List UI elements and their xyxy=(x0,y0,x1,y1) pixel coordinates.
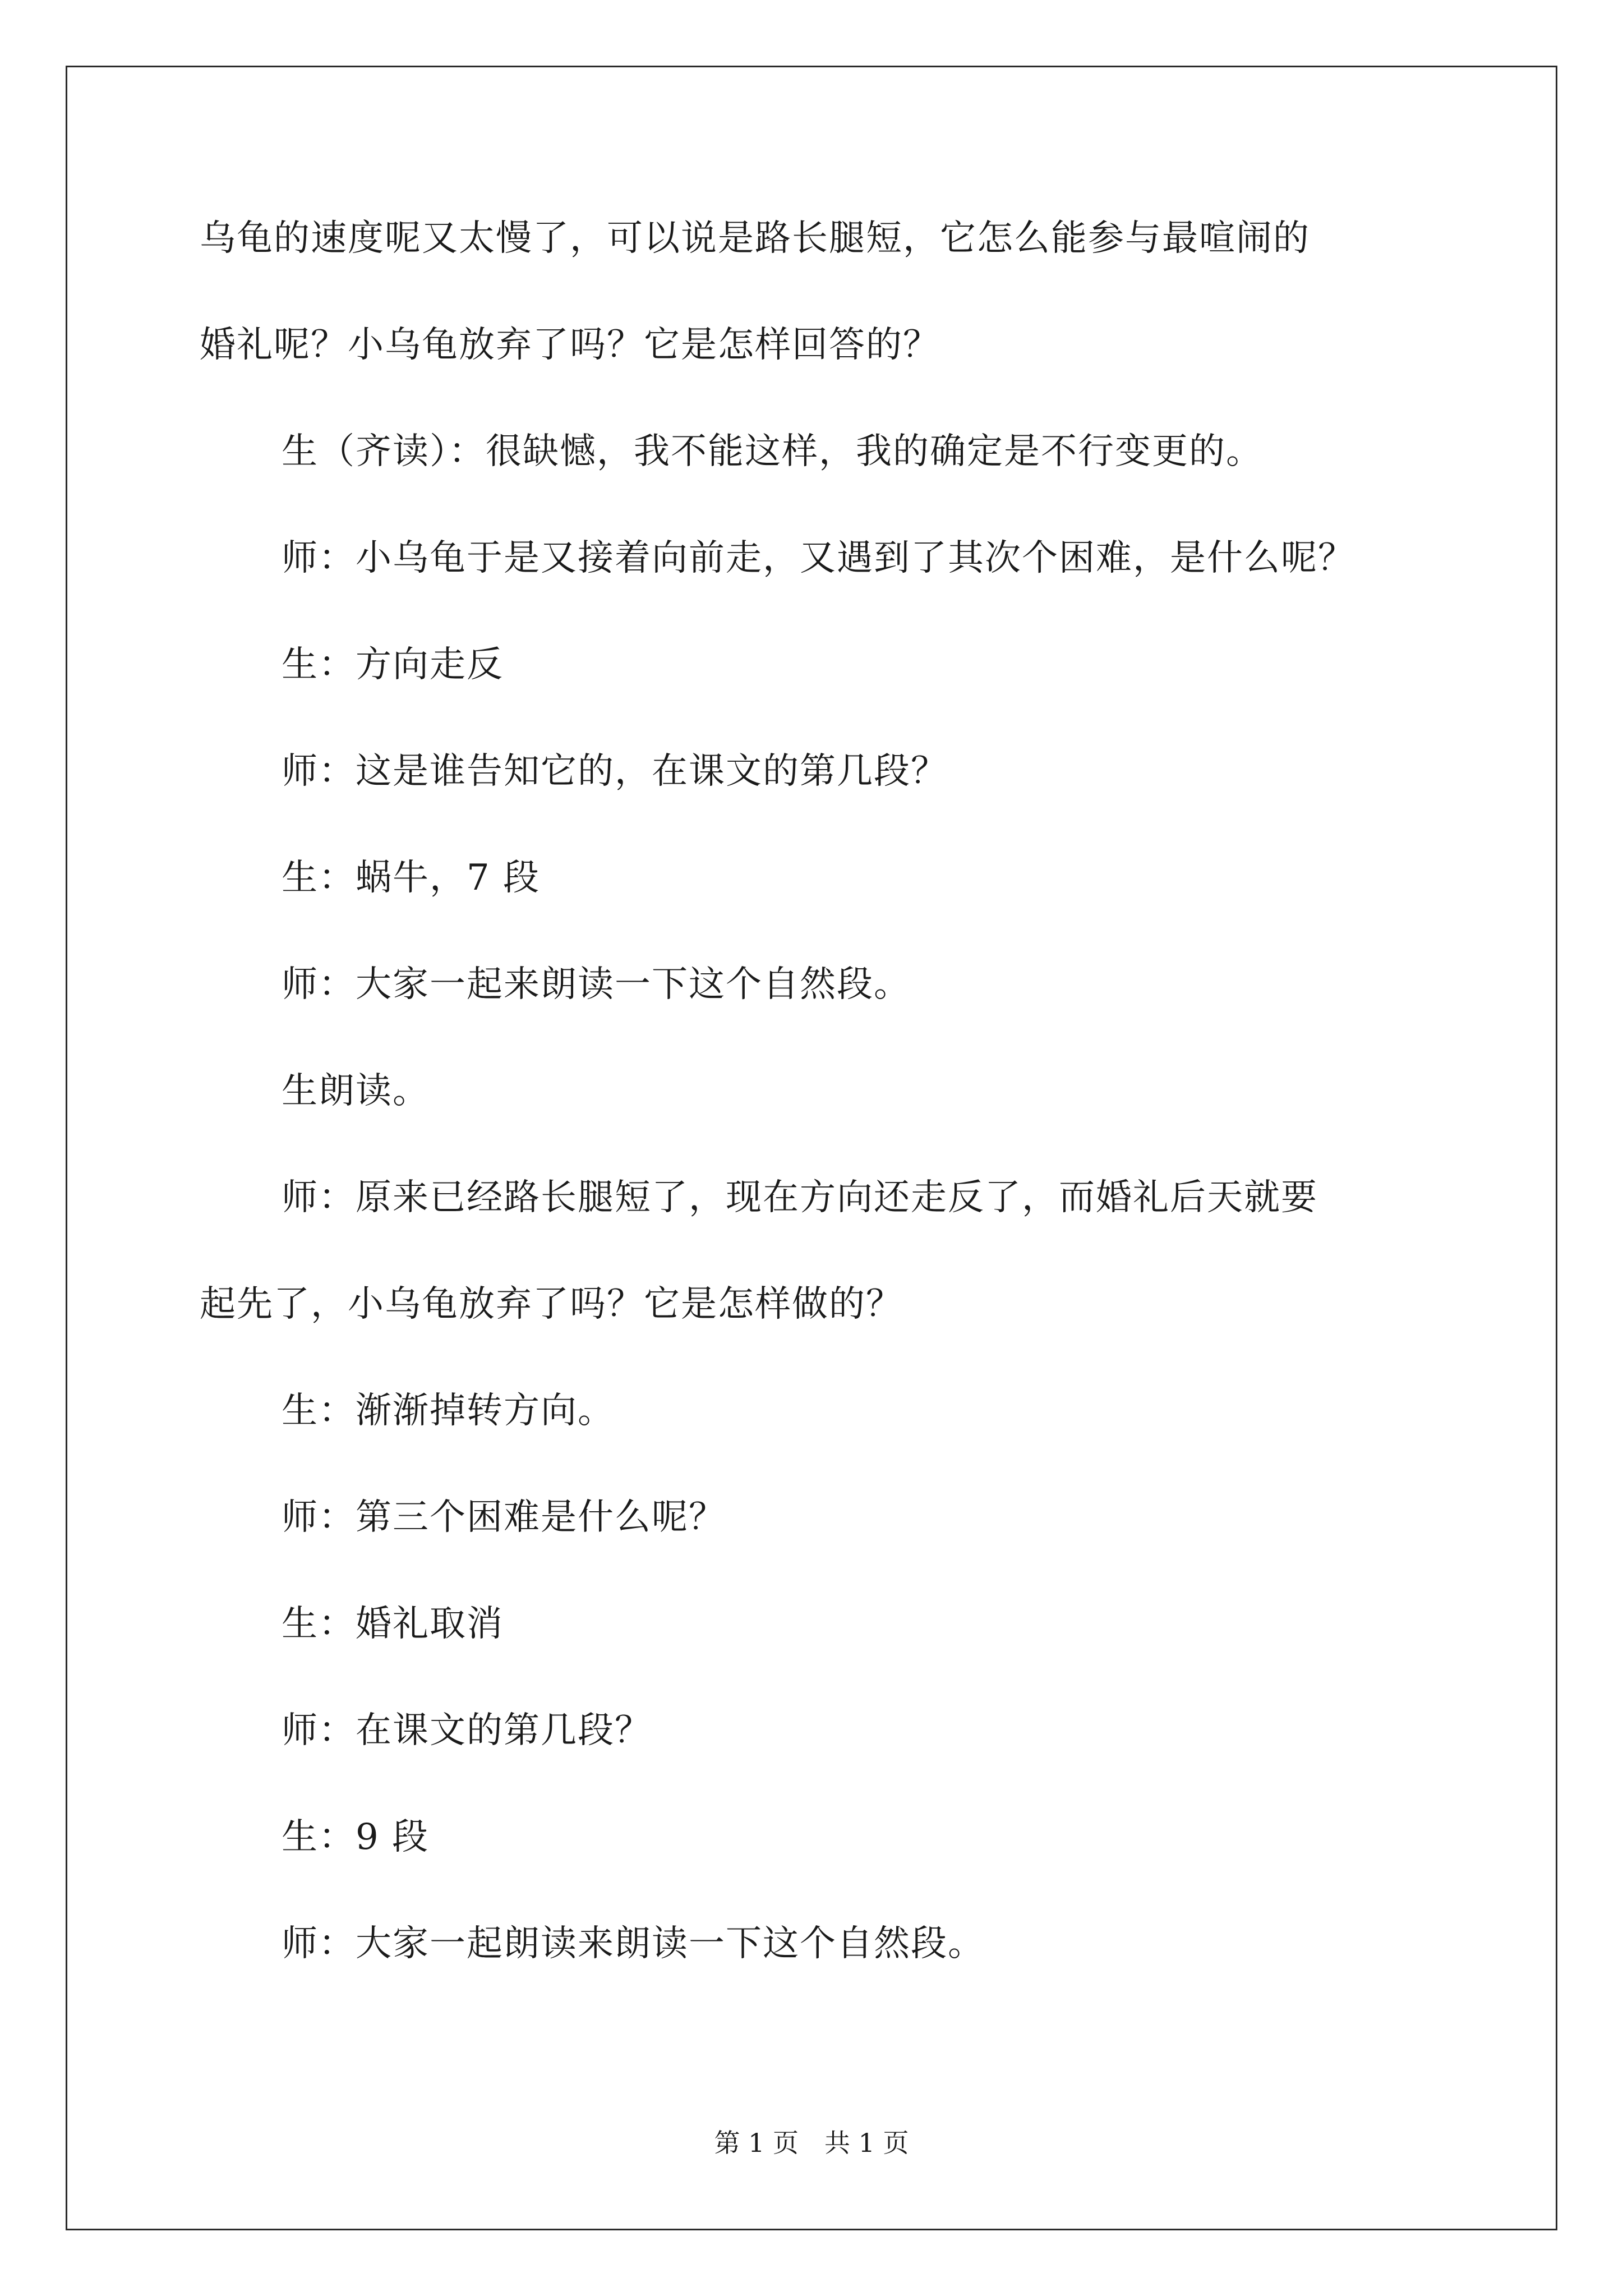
text-line: 乌龟的速度呢又太慢了，可以说是路长腿短，它怎么能参与最喧闹的 xyxy=(200,218,1310,259)
text-line: 生（齐读）：很缺憾，我不能这样，我的确定是不行变更的。 xyxy=(282,431,1263,472)
text-line: 师：大家一起来朗读一下这个自然段。 xyxy=(282,964,911,1005)
text-line: 师：小乌龟于是又接着向前走，又遇到了其次个困难，是什么呢？ xyxy=(282,537,1355,579)
text-line: 师：原来已经路长腿短了，现在方向还走反了，而婚礼后天就要 xyxy=(282,1177,1318,1218)
text-line: 师：大家一起朗读来朗读一下这个自然段。 xyxy=(282,1923,985,1964)
text-line: 师：这是谁告知它的，在课文的第几段？ xyxy=(282,751,948,792)
text-line: 生：婚礼取消 xyxy=(282,1603,504,1645)
text-line: 生朗读。 xyxy=(282,1070,430,1112)
text-line: 起先了，小乌龟放弃了吗？它是怎样做的？ xyxy=(200,1283,903,1325)
page-border xyxy=(66,66,1557,2230)
page-footer: 第 1 页 共 1 页 xyxy=(714,2128,909,2158)
text-line: 生：渐渐掉转方向。 xyxy=(282,1390,615,1432)
text-line: 生：方向走反 xyxy=(282,644,504,685)
text-line: 师：第三个困难是什么呢？ xyxy=(282,1497,726,1538)
text-line: 生：9 段 xyxy=(282,1816,430,1858)
text-line: 生：蜗牛，7 段 xyxy=(282,857,541,899)
text-line: 师：在课文的第几段？ xyxy=(282,1710,652,1751)
text-line: 婚礼呢？小乌龟放弃了吗？它是怎样回答的？ xyxy=(200,324,940,366)
